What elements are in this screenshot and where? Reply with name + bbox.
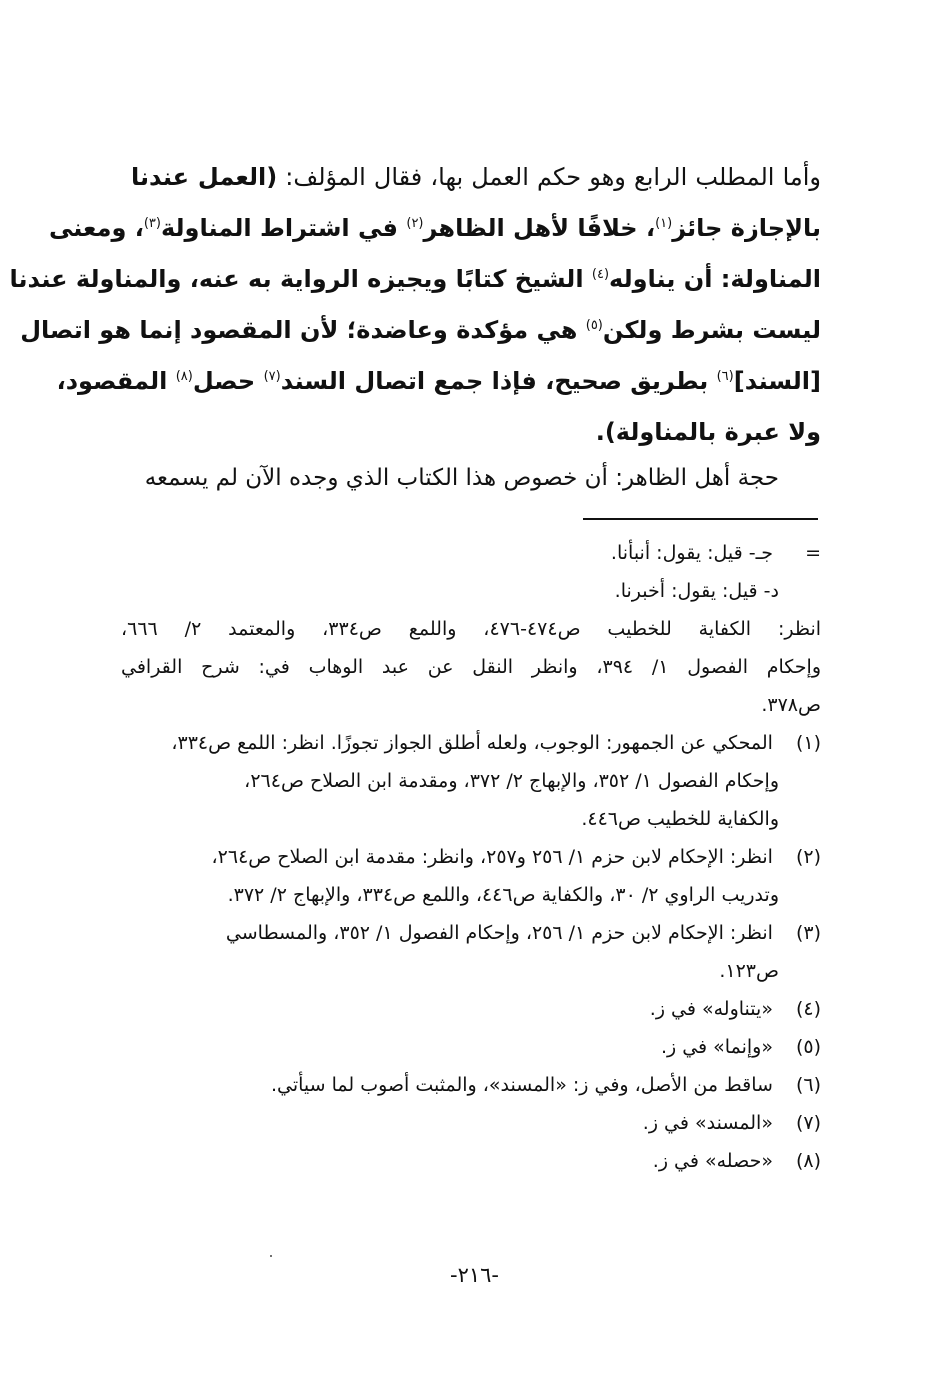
footnote-ref-4[interactable]: (٤) bbox=[591, 267, 610, 282]
quote-text: الشيخ كتابًا ويجيزه الرواية به عنه، والمناولة عندنا bbox=[9, 265, 592, 293]
intro-text: وأما المطلب الرابع وهو حكم العمل بها، فقال المؤلف: bbox=[277, 163, 821, 191]
footnote-text: انظر: الإحكام لابن حزم ١/ ٢٥٦ و٢٥٧، وانظر: مقدمة ابن الصلاح ص٢٦٤، bbox=[211, 846, 773, 868]
footnote-cont-line: انظر: الكفاية للخطيب ص٤٧٤-٤٧٦، واللمع ص٣٣٤، والمعتمد ٢/ ٦٦٦، bbox=[121, 618, 822, 640]
footnote-number: (٦) bbox=[795, 1074, 821, 1096]
quote-text: [السند] bbox=[733, 367, 821, 395]
quote-text: المقصود، bbox=[56, 367, 176, 395]
footnote-number: (٥) bbox=[795, 1036, 821, 1058]
footnote-text: «يتناوله» في ز. bbox=[649, 998, 773, 1020]
footnote-1-line: والكفاية للخطيب ص٤٤٦. bbox=[581, 808, 779, 830]
footnote-cont-line bbox=[121, 534, 821, 572]
argument-line: حجة أهل الظاهر: أن خصوص هذا الكتاب الذي وجده الآن لم يسمعه bbox=[144, 465, 779, 491]
quote-text: هي مؤكدة وعاضدة؛ لأن المقصود إنما هو اتصال bbox=[20, 316, 586, 344]
footnote-text: المحكي عن الجمهور: الوجوب، ولعله أطلق الجواز تجوزًا. انظر: اللمع ص٣٣٤، bbox=[171, 732, 773, 754]
footnote-3-line: ص١٢٣. bbox=[719, 960, 779, 982]
footnote-ref-3[interactable]: (٣) bbox=[143, 216, 161, 231]
quote-start: (العمل عندنا bbox=[131, 163, 278, 191]
main-line-4 bbox=[20, 305, 821, 356]
main-line-3 bbox=[9, 254, 821, 305]
quote-text: في اشتراط المناولة bbox=[160, 214, 407, 242]
footnote-1 bbox=[121, 724, 821, 762]
footnote-4 bbox=[121, 990, 821, 1028]
footnote-number: (٧) bbox=[795, 1112, 821, 1134]
footnote-1-line: وإحكام الفصول ١/ ٣٥٢، والإبهاج ٢/ ٣٧٢، ومقدمة ابن الصلاح ص٢٦٤، bbox=[244, 770, 779, 792]
footnote-number: (٢) bbox=[795, 846, 821, 868]
quote-text: بالإجازة جائز bbox=[672, 214, 821, 242]
continuation-mark: = bbox=[805, 542, 821, 564]
footnote-ref-6[interactable]: (٦) bbox=[716, 369, 734, 384]
footnote-text: «وإنما» في ز. bbox=[660, 1036, 773, 1058]
footnote-number: (٨) bbox=[795, 1150, 821, 1172]
footnote-number: (٣) bbox=[795, 922, 821, 944]
footnote-text: «المسند» في ز. bbox=[642, 1112, 773, 1134]
quote-text: بطريق صحيح، فإذا جمع اتصال السند bbox=[280, 367, 717, 395]
quote-text: ، ومعنى bbox=[48, 214, 144, 242]
quote-text: حصل bbox=[192, 367, 264, 395]
page-number: -٢١٦- bbox=[450, 1263, 499, 1287]
footnote-text: جـ- قيل: يقول: أنبأنا. bbox=[610, 542, 773, 564]
footnote-ref-7[interactable]: (٧) bbox=[263, 369, 281, 384]
footnote-ref-1[interactable]: (١) bbox=[655, 216, 673, 231]
footnote-text: ساقط من الأصل، وفي ز: «المسند»، والمثبت أصوب لما سيأتي. bbox=[270, 1074, 773, 1096]
footnote-6 bbox=[121, 1066, 821, 1104]
footnote-ref-5[interactable]: (٥) bbox=[585, 318, 603, 333]
main-line-2 bbox=[48, 203, 821, 254]
footnote-2-line: وتدريب الراوي ٢/ ٣٠، والكفاية ص٤٤٦، واللمع ص٣٣٤، والإبهاج ٢/ ٣٧٢. bbox=[227, 884, 779, 906]
main-line-5 bbox=[56, 356, 821, 407]
footnote-text: «حصله» في ز. bbox=[652, 1150, 773, 1172]
stray-dot bbox=[270, 1255, 272, 1257]
footnote-ref-8[interactable]: (٨) bbox=[175, 369, 193, 384]
footnote-cont-line: وإحكام الفصول ١/ ٣٩٤، وانظر النقل عن عبد الوهاب في: شرح القرافي bbox=[121, 656, 821, 678]
footnote-3 bbox=[121, 914, 821, 952]
main-line-1 bbox=[131, 152, 821, 203]
footnote-text: انظر: الإحكام لابن حزم ١/ ٢٥٦، وإحكام الفصول ١/ ٣٥٢، والمسطاسي bbox=[225, 922, 773, 944]
footnote-divider bbox=[583, 518, 818, 520]
main-text bbox=[9, 152, 821, 458]
footnote-5 bbox=[121, 1028, 821, 1066]
footnote-8 bbox=[121, 1142, 821, 1180]
footnote-2 bbox=[121, 838, 821, 876]
footnote-number: (١) bbox=[795, 732, 821, 754]
footnote-cont-line: د- قيل: يقول: أخبرنا. bbox=[614, 580, 779, 602]
quote-text: ، خلافًا لأهل الظاهر bbox=[423, 214, 656, 242]
footnote-7 bbox=[121, 1104, 821, 1142]
main-line-6: ولا عبرة بالمناولة). bbox=[595, 418, 821, 446]
footnote-number: (٤) bbox=[795, 998, 821, 1020]
footnote-cont-line: ص٣٧٨. bbox=[761, 694, 821, 716]
footnote-ref-2[interactable]: (٢) bbox=[406, 216, 424, 231]
footnotes bbox=[121, 534, 821, 1180]
quote-text: ليست بشرط ولكن bbox=[602, 316, 821, 344]
quote-text: المناولة: أن يناوله bbox=[609, 265, 821, 293]
